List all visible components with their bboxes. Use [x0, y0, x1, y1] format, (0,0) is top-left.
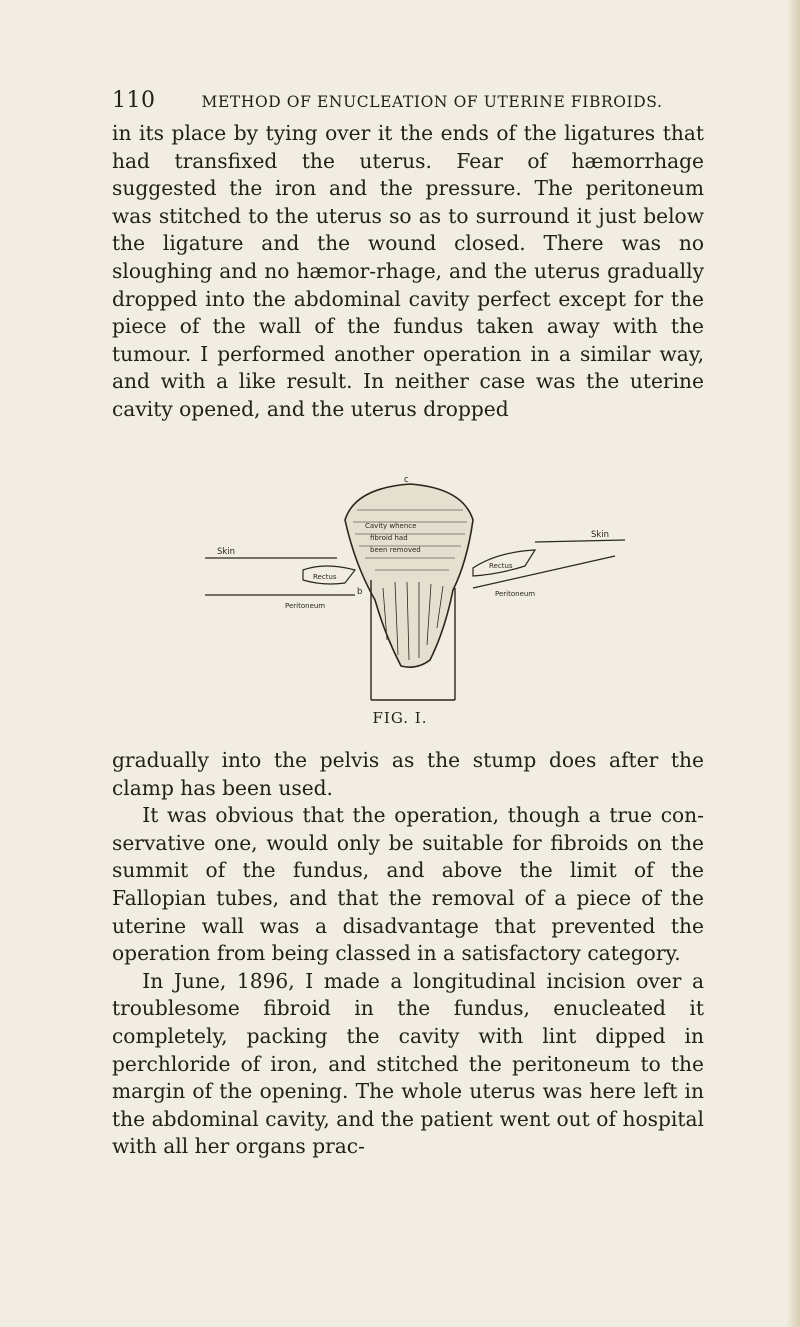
- label-peritoneum-left: Peritoneum: [285, 602, 326, 610]
- peritoneum-line-right: [473, 556, 615, 588]
- uterus-stump-diagram: [205, 470, 635, 705]
- uterus-body: [345, 484, 473, 667]
- label-c: c: [404, 475, 409, 485]
- label-cavity-2: fibroid had: [370, 534, 408, 542]
- label-skin-left: Skin: [217, 547, 236, 557]
- label-cavity-1: Cavity whence: [365, 522, 417, 530]
- paragraph-1: in its place by tying over it the ends of the ligatures that had transfixed the uterus. Fear of hæmorrhage suggested the iron and the pressure. The peritoneum was stitched to the uterus so as to surround it just below the ligature and the wound closed. There was no sloughing and no hæmor-rhage, and the uterus gradually dropped into the abdominal cavity perfect except for the piece of the wall of the fundus taken away with the tumour. I performed another operation in a similar way, and with a like result. In neither case was the uterine cavity opened, and the uterus dropped: [112, 121, 704, 421]
- paragraph-2: gradually into the pelvis as the stump does after the clamp has been used.: [112, 748, 704, 800]
- paragraph-4: In June, 1896, I made a longitudinal incision over a troublesome fibroid in the fundus, enucleated it completely, packing the cavity with lint dipped in perchloride of iron, and stitched the peritoneum to the margin of the opening. The whole uterus was here left in the abdominal cavity, and the patient went out of hospital with all her organs prac-: [112, 968, 704, 1159]
- label-rectus-right: Rectus: [489, 562, 513, 570]
- figure-caption: FIG. I.: [372, 709, 428, 727]
- running-title: METHOD OF ENUCLEATION OF UTERINE FIBROIDS.: [201, 93, 663, 111]
- paragraph-3: It was obvious that the operation, though a true con-servative one, would only be suitable for fibroids on the summit of the fundus, and above the limit of the Fallopian tubes, and that the removal of a piece of the uterine wall was a disadvantage that prevented the operation from being classed in a satisfactory category.: [112, 803, 704, 966]
- label-b: b: [357, 587, 363, 597]
- label-rectus-left: Rectus: [313, 573, 337, 581]
- page-number: 110: [112, 88, 156, 113]
- running-header: [112, 88, 712, 113]
- page-edge-shadow: [786, 0, 800, 1327]
- text-block-after-figure: [112, 747, 704, 1161]
- label-skin-right: Skin: [591, 530, 610, 540]
- label-cavity-3: been removed: [370, 546, 421, 554]
- figure-1-diagram: [205, 470, 635, 705]
- label-peritoneum-right: Peritoneum: [495, 590, 536, 598]
- skin-line-right: [535, 540, 625, 542]
